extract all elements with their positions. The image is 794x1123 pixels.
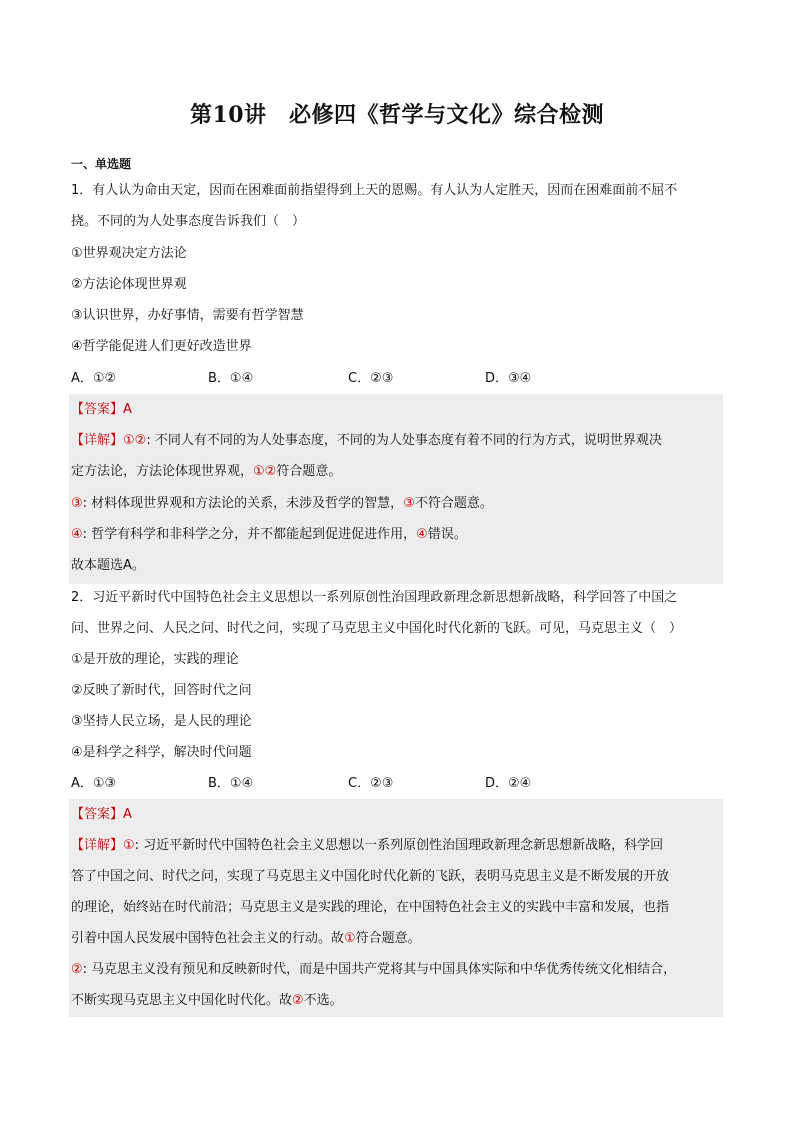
q2-detail-line-6 <box>71 993 343 1009</box>
q2-detail2-mark2: ② <box>292 993 304 1008</box>
q2-stem-line-1: 2．习近平新时代中国特色社会主义思想以一系列原创性治国理政新理念新思想新战略，科学回答了中国之 <box>71 590 678 605</box>
q1-detail-tag: 【详解】 <box>71 433 124 448</box>
q1-detail2-text2: 不符合题意。 <box>414 496 493 511</box>
q2-detail1-mark: ① <box>123 838 135 853</box>
q1-detail1-mark2: ①② <box>253 464 277 479</box>
q1-stem-line-1: 1．有人认为命由天定，因而在困难面前指望得到上天的恩赐。有人认为人定胜天，因而在困难面前不屈不 <box>71 183 678 198</box>
q1-conclusion: 故本题选A。 <box>71 558 145 573</box>
q2-detail2-mark: ② <box>71 962 83 977</box>
q2-detail2-end: 不选。 <box>303 993 343 1008</box>
q2-answer-box <box>69 799 723 1017</box>
q1-option-b: B．①④ <box>208 371 254 386</box>
page-title: 第10讲 必修四《哲学与文化》综合检测 <box>189 102 605 128</box>
q1-detail-line-3 <box>71 496 493 512</box>
q1-detail-line-4 <box>71 527 467 543</box>
q2-detail1-text-1: : 习近平新时代中国特色社会主义思想以一系列原创性治国理政新理念新思想新战略，科学回 <box>134 838 664 853</box>
q2-option-c: C．②③ <box>348 776 394 791</box>
q1-detail2-mark: ③ <box>71 496 83 511</box>
q2-item-2: ②反映了新时代，回答时代之问 <box>71 683 252 698</box>
q1-answer-value: A <box>123 402 132 417</box>
q1-option-d: D．③④ <box>485 371 532 386</box>
q2-detail-tag: 【详解】 <box>71 838 124 853</box>
q1-item-3: ③认识世界，办好事情，需要有哲学智慧 <box>71 308 304 323</box>
q2-detail2-text-1: : 马克思主义没有预见和反映新时代，而是中国共产党将其与中国具体实际和中华优秀传统文化相结合， <box>82 962 677 977</box>
q1-answer <box>71 402 132 418</box>
q1-detail1-text: : 不同人有不同的为人处事态度，不同的为人处事态度有着不同的行为方式，说明世界观决 <box>146 433 662 448</box>
q1-detail2-text: : 材料体现世界观和方法论的关系，未涉及哲学的智慧， <box>82 496 404 511</box>
q2-answer-value: A <box>123 807 132 822</box>
q2-detail1-end: 符合题意。 <box>355 931 421 946</box>
q1-detail-line-1 <box>71 433 662 449</box>
q1-answer-tag: 【答案】 <box>71 402 124 417</box>
q1-detail3-mark2: ④ <box>416 527 428 542</box>
q2-detail-line-2: 答了中国之问、时代之问，实现了马克思主义中国化时代化新的飞跃，表明马克思主义是不断发展的开放 <box>71 869 670 884</box>
q1-detail-line-2 <box>71 464 341 480</box>
q1-detail1-text2: 定方法论，方法论体现世界观， <box>71 464 254 479</box>
q2-detail2-text-2: 不断实现马克思主义中国化时代化。故 <box>71 993 293 1008</box>
q1-detail2-mark2: ③ <box>403 496 415 511</box>
q2-answer <box>71 807 132 823</box>
q2-item-3: ③坚持人民立场，是人民的理论 <box>71 714 252 729</box>
q1-detail1-text3: 符合题意。 <box>276 464 342 479</box>
q2-detail-line-4 <box>71 931 421 947</box>
q2-item-1: ①是开放的理论，实践的理论 <box>71 652 239 667</box>
q2-answer-tag: 【答案】 <box>71 807 124 822</box>
section-heading: 一、单选题 <box>71 157 132 171</box>
q1-option-a: A．①② <box>71 371 117 386</box>
q2-option-b: B．①④ <box>208 776 254 791</box>
q2-stem-line-2: 问、世界之问、人民之问、时代之问，实现了马克思主义中国化时代化新的飞跃。可见，马克思主义（ ） <box>71 621 683 636</box>
q2-option-d: D．②④ <box>485 776 532 791</box>
q1-item-4: ④哲学能促进人们更好改造世界 <box>71 339 252 354</box>
q1-detail3-text: : 哲学有科学和非科学之分，并不都能起到促进促进作用， <box>82 527 417 542</box>
q1-item-2: ②方法论体现世界观 <box>71 277 187 292</box>
q1-detail3-mark: ④ <box>71 527 83 542</box>
q1-detail1-mark: ①② <box>123 433 147 448</box>
q2-option-a: A．①③ <box>71 776 117 791</box>
q2-detail-line-3: 的理论，始终站在时代前沿；马克思主义是实践的理论，在中国特色社会主义的实践中丰富和发展，也指 <box>71 900 670 915</box>
q1-option-c: C．②③ <box>348 371 394 386</box>
q2-detail1-text-4: 引着中国人民发展中国特色社会主义的行动。故 <box>71 931 345 946</box>
q2-detail1-mark2: ① <box>344 931 356 946</box>
q1-item-1: ①世界观决定方法论 <box>71 246 187 261</box>
q2-detail-line-1 <box>71 838 663 854</box>
q1-answer-box <box>69 394 723 584</box>
q2-item-4: ④是科学之科学，解决时代问题 <box>71 745 252 760</box>
q1-detail3-text2: 错误。 <box>427 527 467 542</box>
q1-stem-line-2: 挠。不同的为人处事态度告诉我们（ ） <box>71 214 306 229</box>
q2-detail-line-5 <box>71 962 676 978</box>
